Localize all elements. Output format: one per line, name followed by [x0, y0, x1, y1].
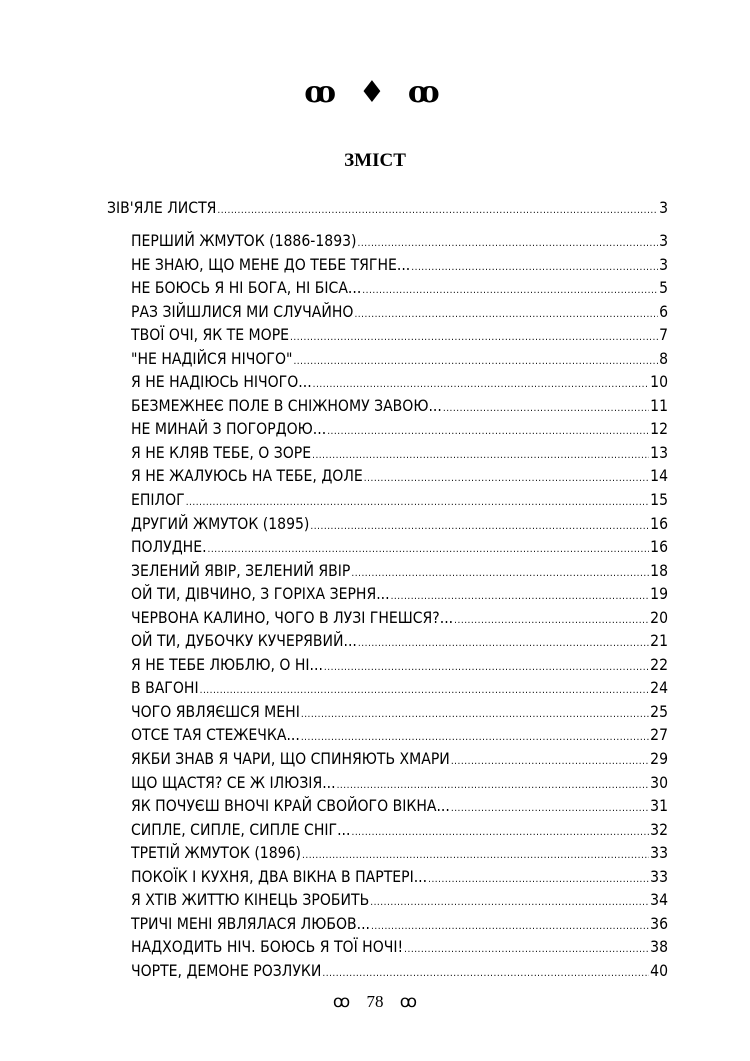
- toc-dot-leader: [313, 373, 649, 397]
- toc-entry-page: 3: [659, 232, 668, 250]
- toc-dot-leader: [200, 679, 650, 703]
- toc-entry-title: ЩО ЩАСТЯ? СЕ Ж ІЛЮЗІЯ...: [131, 773, 336, 792]
- toc-entry[interactable]: [107, 654, 668, 678]
- toc-dot-leader: [217, 199, 658, 223]
- toc-entry-title: Я НЕ ТЕБЕ ЛЮБЛЮ, О НІ...: [131, 655, 323, 674]
- toc-entry-title: Я НЕ НАДІЮСЬ НІЧОГО...: [131, 373, 312, 392]
- toc-entry[interactable]: [107, 489, 668, 513]
- toc-entry-page: 27: [650, 726, 668, 745]
- toc-entry-page: 15: [650, 491, 668, 510]
- toc-entry[interactable]: [107, 196, 668, 230]
- toc-entry[interactable]: [107, 395, 668, 419]
- toc-entry-title: ТВОЇ ОЧІ, ЯК ТЕ МОРЕ: [131, 326, 290, 345]
- toc-entry-page: 5: [659, 279, 668, 298]
- toc-entry-title: ОЙ ТИ, ДУБОЧКУ КУЧЕРЯВИЙ...: [131, 632, 357, 651]
- toc-entry-page: 8: [659, 349, 668, 368]
- toc-dot-leader: [370, 891, 649, 915]
- toc-entry-title: Я НЕ КЛЯВ ТЕБЕ, О ЗОРЕ: [131, 443, 312, 462]
- toc-entry[interactable]: [107, 465, 668, 489]
- toc-dot-leader: [354, 303, 658, 327]
- toc-entry-page: 21: [650, 632, 668, 651]
- toc-entry[interactable]: [107, 371, 668, 395]
- toc-entry-page: 29: [650, 750, 668, 769]
- toc-entry-title: ОЙ ТИ, ДІВЧИНО, З ГОРІХА ЗЕРНЯ...: [131, 585, 390, 604]
- toc-entry-title: ДРУГИЙ ЖМУТОК (1895): [131, 514, 310, 533]
- toc-entry[interactable]: [107, 254, 668, 278]
- toc-entry[interactable]: [107, 418, 668, 442]
- toc-entry-page: 14: [650, 467, 668, 486]
- toc-entry[interactable]: [107, 795, 668, 819]
- toc-dot-leader: [301, 726, 649, 750]
- toc-dot-leader: [322, 962, 649, 986]
- toc-entry-page: 6: [659, 302, 668, 321]
- toc-dot-leader: [293, 350, 658, 374]
- toc-entry-page: 18: [650, 561, 668, 580]
- ornament-left-icon: ꝏ: [304, 75, 343, 110]
- toc-entry-title: НЕ БОЮСЬ Я НІ БОГА, НІ БІСА...: [131, 279, 362, 298]
- toc-entry-page: 19: [650, 585, 668, 604]
- toc-entry-page: 25: [650, 702, 668, 721]
- toc-entry[interactable]: [107, 913, 668, 937]
- toc-entry-title: "НЕ НАДІЙСЯ НІЧОГО": [131, 349, 293, 368]
- footer-right-ornament-icon: ꝏ: [399, 992, 418, 1011]
- toc-entry[interactable]: [107, 819, 668, 843]
- toc-entry-page: 10: [650, 373, 668, 392]
- toc-entry-page: 36: [650, 914, 668, 933]
- toc-dot-leader: [454, 609, 649, 633]
- toc-dot-leader: [391, 585, 650, 609]
- toc-dot-leader: [443, 397, 649, 421]
- toc-dot-leader: [451, 797, 649, 821]
- toc-entry[interactable]: [107, 724, 668, 748]
- toc-entry[interactable]: [107, 513, 668, 537]
- toc-entry-title: НЕ ЗНАЮ, ЩО МЕНЕ ДО ТЕБЕ ТЯГНЕ...: [131, 255, 411, 274]
- toc-entry-title: НАДХОДИТЬ НІЧ. БОЮСЬ Я ТОЇ НОЧІ!: [131, 938, 404, 957]
- toc-entry[interactable]: [107, 630, 668, 654]
- toc-dot-leader: [364, 467, 649, 491]
- header-ornament: [0, 75, 750, 110]
- toc-entry-page: 7: [659, 326, 668, 345]
- toc-entry-title: БЕЗМЕЖНЕЄ ПОЛЕ В СНІЖНОМУ ЗАВОЮ...: [131, 396, 442, 415]
- toc-entry-page: 33: [650, 867, 668, 886]
- toc-dot-leader: [337, 774, 650, 798]
- toc-entry-page: 20: [650, 608, 668, 627]
- toc-entry-title: ОТСЕ ТАЯ СТЕЖЕЧКА...: [131, 726, 300, 745]
- toc-entry-title: Я НЕ ЖАЛУЮСЬ НА ТЕБЕ, ДОЛЕ: [131, 467, 363, 486]
- toc-entry[interactable]: [107, 324, 668, 348]
- toc-entry-title: НЕ МИНАЙ З ПОГОРДОЮ...: [131, 420, 327, 439]
- toc-dot-leader: [208, 538, 650, 562]
- toc-entry-page: 12: [650, 420, 668, 439]
- toc-entry-page: 11: [650, 396, 668, 415]
- toc-entry[interactable]: [107, 230, 668, 254]
- toc-entry[interactable]: [107, 677, 668, 701]
- toc-entry-title: РАЗ ЗІЙШЛИСЯ МИ СЛУЧАЙНО: [131, 302, 354, 321]
- toc-entry[interactable]: [107, 866, 668, 890]
- toc-dot-leader: [301, 703, 649, 727]
- toc-entry-page: 3: [659, 199, 668, 217]
- toc-entry-page: 30: [650, 773, 668, 792]
- toc-entry-title: ЯК ПОЧУЄШ ВНОЧІ КРАЙ СВОЙОГО ВІКНА...: [131, 797, 450, 816]
- page-title: ЗМІСТ: [344, 150, 406, 171]
- toc-entry[interactable]: [107, 583, 668, 607]
- toc-dot-leader: [358, 632, 649, 656]
- toc-entry-page: 24: [650, 679, 668, 698]
- toc-dot-leader: [371, 915, 649, 939]
- toc-entry-page: 16: [650, 538, 668, 557]
- toc-entry[interactable]: [107, 277, 668, 301]
- toc-entry-title: СИПЛЕ, СИПЛЕ, СИПЛЕ СНІГ...: [131, 820, 351, 839]
- toc-entry-page: 16: [650, 514, 668, 533]
- toc-entry-title: ЗЕЛЕНИЙ ЯВІР, ЗЕЛЕНИЙ ЯВІР: [131, 561, 351, 580]
- toc-dot-leader: [186, 491, 649, 515]
- toc-entry[interactable]: [107, 536, 668, 560]
- toc-entry-title: ЧОРТЕ, ДЕМОНЕ РОЗЛУКИ: [131, 961, 322, 980]
- toc-entry[interactable]: [107, 842, 668, 866]
- toc-entry-page: 32: [650, 820, 668, 839]
- toc-entry-title: ПЕРШИЙ ЖМУТОК (1886-1893): [131, 232, 357, 250]
- toc-entry-title: ПОЛУДНЕ.: [131, 538, 207, 557]
- toc-entry[interactable]: [107, 442, 668, 466]
- toc-entry-title: ТРИЧІ МЕНІ ЯВЛЯЛАСЯ ЛЮБОВ...: [131, 914, 371, 933]
- toc-entry[interactable]: [107, 772, 668, 796]
- toc-dot-leader: [451, 750, 649, 774]
- toc-entry[interactable]: [107, 301, 668, 325]
- toc-dot-leader: [310, 515, 649, 539]
- toc-entry[interactable]: [107, 348, 668, 372]
- toc-dot-leader: [428, 868, 649, 892]
- ornament-diamond-icon: ♦: [358, 75, 392, 110]
- toc-dot-leader: [324, 656, 649, 680]
- toc-entry-page: 40: [650, 961, 668, 980]
- toc-entry-title: ЯКБИ ЗНАВ Я ЧАРИ, ЩО СПИНЯЮТЬ ХМАРИ: [131, 750, 450, 769]
- toc-entry-page: 31: [650, 797, 668, 816]
- toc-entry-title: ЧОГО ЯВЛЯЄШСЯ МЕНІ: [131, 702, 300, 721]
- toc-dot-leader: [312, 444, 649, 468]
- toc-dot-leader: [362, 279, 658, 303]
- toc-entry-title: В ВАГОНІ: [131, 679, 199, 698]
- toc-entry[interactable]: [107, 960, 668, 984]
- toc-entry-title: Я ХТІВ ЖИТТЮ КІНЕЦЬ ЗРОБИТЬ: [131, 891, 370, 910]
- toc-entry[interactable]: [107, 701, 668, 725]
- toc-entry-title: ПОКОЇК І КУХНЯ, ДВА ВІКНА В ПАРТЕРІ...: [131, 867, 428, 886]
- ornament-right-icon: ꝏ: [407, 75, 446, 110]
- toc-entry-title: ТРЕТІЙ ЖМУТОК (1896): [131, 844, 301, 863]
- toc-entry-page: 34: [650, 891, 668, 910]
- toc-entry[interactable]: [107, 889, 668, 913]
- toc-entry[interactable]: [107, 560, 668, 584]
- toc-dot-leader: [290, 326, 658, 350]
- page-number: 78: [366, 992, 384, 1011]
- toc-dot-leader: [411, 256, 658, 280]
- toc-entry-page: 22: [650, 655, 668, 674]
- toc-entry-title: ЧЕРВОНА КАЛИНО, ЧОГО В ЛУЗІ ГНЕШСЯ?...: [131, 608, 454, 627]
- toc-dot-leader: [351, 821, 649, 845]
- toc-entry[interactable]: [107, 936, 668, 960]
- toc-dot-leader: [351, 562, 649, 586]
- toc-dot-leader: [404, 938, 649, 962]
- toc-entry-title: ЗІВ'ЯЛЕ ЛИСТЯ: [107, 199, 217, 217]
- toc-entry-title: ЕПІЛОГ: [131, 491, 185, 510]
- toc-entry-page: 3: [659, 255, 668, 274]
- toc-dot-leader: [358, 232, 659, 256]
- toc-entry[interactable]: [107, 607, 668, 631]
- toc-dot-leader: [327, 420, 649, 444]
- toc-entry-page: 38: [650, 938, 668, 957]
- toc-entry-page: 33: [650, 844, 668, 863]
- toc-entry[interactable]: [107, 748, 668, 772]
- toc-dot-leader: [302, 844, 649, 868]
- page-footer: [0, 992, 750, 1012]
- table-of-contents: [107, 196, 668, 984]
- toc-entry-page: 13: [650, 443, 668, 462]
- footer-left-ornament-icon: ꝏ: [332, 992, 351, 1011]
